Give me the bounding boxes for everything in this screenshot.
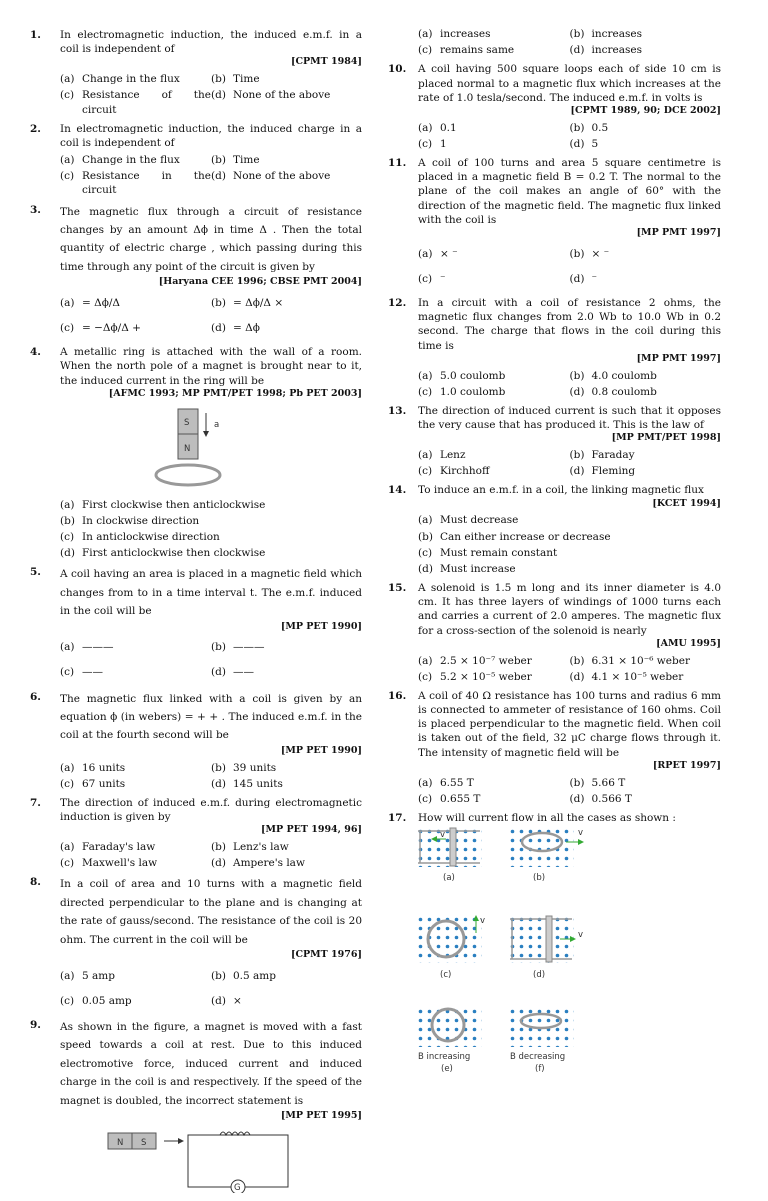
option-b[interactable]: (b) In clockwise direction (60, 514, 200, 527)
option-b[interactable]: (b) 4.0 coulomb (569, 369, 657, 382)
question-15 (388, 581, 721, 685)
question-text: A coil of 40 Ω resistance has 100 turns and radius 6 mm is connected to ammeter of resistance of 160 ohms. Coil is placed perpendicular to the magnetic field. When coil is taken out of the field, 32 μC charge flows through it. The intensity of magnetic field will be (418, 689, 721, 759)
case-a-label: (a) (443, 873, 455, 884)
exam-source: [MP PMT 1997] (636, 226, 721, 238)
option-d[interactable]: (d) None of the above (211, 170, 331, 183)
question-number: 4. (30, 346, 41, 359)
option-d[interactable]: (d) Ampere's law (211, 857, 305, 870)
option-c[interactable]: (c) = −Δϕ/Δ + (60, 322, 141, 335)
option-c[interactable]: (c) Resistance in the circuit (60, 170, 211, 197)
option-d[interactable]: (d) = Δϕ (211, 322, 260, 335)
option-c[interactable]: (c) —— (60, 666, 103, 679)
option-d[interactable]: (d) Must increase (418, 562, 516, 575)
question-number: 3. (30, 203, 41, 216)
question-10 (388, 62, 721, 152)
option-c[interactable]: (c) Maxwell's law (60, 857, 158, 870)
option-b[interactable]: (b) ——— (211, 641, 265, 654)
question-9-options (388, 24, 721, 58)
question-9 (30, 1018, 362, 1201)
option-a[interactable]: (a) First clockwise then anticlockwise (60, 498, 266, 511)
question-13 (388, 404, 721, 480)
option-b[interactable]: (b) 5.66 T (569, 776, 626, 789)
option-c[interactable]: (c) ⁻ (418, 272, 446, 285)
case-e-caption: B increasing (418, 1052, 471, 1063)
option-a[interactable]: (a) 5.0 coulomb (418, 369, 506, 382)
question-number: 13. (388, 404, 407, 417)
velocity-label: v (578, 828, 584, 839)
option-a[interactable]: (a) Change in the flux (60, 154, 180, 167)
option-d[interactable]: (d) First anticlockwise then clockwise (60, 547, 266, 560)
galvanometer-label: G (234, 1182, 241, 1193)
option-a[interactable]: (a) 5 amp (60, 969, 115, 982)
case-f (508, 1007, 574, 1072)
option-d[interactable]: (d) Fleming (569, 465, 636, 478)
option-a[interactable]: (a) 0.1 (418, 121, 457, 134)
option-a[interactable]: (a) Change in the flux (60, 73, 180, 86)
question-number: 11. (388, 157, 407, 170)
exam-source: [MP PET 1994, 96] (261, 824, 362, 836)
option-a[interactable]: (a) × ⁻ (418, 247, 458, 260)
case-c-label: (c) (440, 970, 452, 981)
option-d[interactable]: (d) —— (211, 666, 254, 679)
case-f-label: (f) (535, 1064, 545, 1073)
case-f-caption: B decreasing (510, 1052, 566, 1063)
exam-source: [AMU 1995] (656, 637, 721, 649)
question-text: A solenoid is 1.5 m long and its inner diameter is 4.0 cm. It has three layers of windings of 1000 turns each and carries a current of 2.0 amperes. The magnetic flux for a cross-section of the solenoid is nearly (418, 582, 721, 637)
question-number: 16. (388, 689, 407, 702)
case-d (508, 915, 583, 980)
option-a[interactable]: (a) 6.55 T (418, 776, 474, 789)
question-17 (388, 811, 721, 825)
option-a[interactable]: (a) 16 units (60, 761, 126, 774)
question-number: 6. (30, 690, 41, 703)
question-text: A coil having an area is placed in a magnetic field which changes from to in a time interval t. The e.m.f. induced in the coil will be (60, 568, 362, 618)
question-number: 9. (30, 1019, 41, 1032)
question-number: 5. (30, 566, 41, 579)
question-text: In electromagnetic induction, the induced e.m.f. in a coil is independent of (60, 29, 362, 56)
question-12 (388, 296, 721, 400)
question-16 (388, 689, 721, 807)
case-c (416, 915, 485, 980)
question-text: How will current flow in all the cases as shown : (418, 811, 676, 824)
question-4 (30, 345, 362, 561)
option-c[interactable]: (c) 1.0 coulomb (418, 385, 506, 398)
question-text: A coil of 100 turns and area 5 square centimetre is placed in a magnetic field B = 0.2 T. The normal to the plane of the coil makes an angle of 60° with the direction of the magnetic field. The magnetic flux linked with the coil is (418, 157, 721, 226)
option-c[interactable]: (c) Must remain constant (418, 546, 558, 559)
option-d[interactable]: (d) 5 (569, 137, 599, 150)
option-b[interactable]: (b) Can either increase or decrease (418, 530, 611, 543)
option-d[interactable]: (d) None of the above (211, 89, 331, 102)
case-e (416, 1007, 482, 1072)
exam-source: [RPET 1997] (652, 759, 721, 771)
option-a[interactable]: (a) ——— (60, 641, 114, 654)
option-c[interactable]: (c) 0.05 amp (60, 994, 132, 1007)
question-number: 12. (388, 297, 407, 310)
question-number: 14. (388, 484, 407, 497)
option-b[interactable]: (b) Time (211, 154, 260, 167)
question-7 (30, 796, 362, 872)
case-e-label: (e) (441, 1064, 453, 1073)
option-a[interactable]: (a) Must decrease (418, 514, 519, 527)
metallic-ring (156, 465, 220, 485)
option-b[interactable]: (b) increases (569, 28, 642, 40)
question-text: A metallic ring is attached with the wall of a room. When the north pole of a magnet is brought near to it, the induced current in the ring will be (60, 346, 362, 387)
question-number: 1. (30, 29, 41, 41)
question-5 (30, 565, 362, 685)
question-number: 8. (30, 876, 41, 889)
exam-source: [CPMT 1976] (290, 948, 362, 960)
question-3 (30, 203, 362, 342)
option-a[interactable]: (a) Faraday's law (60, 841, 156, 854)
option-c[interactable]: (c) In anticlockwise direction (60, 531, 220, 544)
option-d[interactable]: (d) × (211, 994, 242, 1007)
option-b[interactable]: (b) 0.5 (569, 121, 609, 134)
case-d-label: (d) (533, 970, 546, 981)
exam-source: [MP PMT/PET 1998] (611, 432, 721, 444)
question-text: A coil having 500 square loops each of side 10 cm is placed normal to a magnetic flux which increases at the rate of 1.0 tesla/second. The induced e.m.f. in volts is (418, 63, 721, 104)
option-b[interactable]: (b) 39 units (211, 761, 277, 774)
question-number: 17. (388, 811, 407, 824)
exam-source: [MP PET 1995] (280, 1109, 362, 1121)
case-a (416, 827, 482, 883)
option-c[interactable]: (c) 5.2 × 10⁻⁵ weber (418, 670, 532, 683)
option-b[interactable]: (b) Faraday (569, 449, 635, 462)
question-number: 2. (30, 122, 41, 135)
question-number: 10. (388, 63, 407, 76)
exam-source: [KCET 1994] (652, 497, 721, 509)
option-d[interactable]: (d) increases (569, 44, 642, 57)
option-d[interactable]: (d) ⁻ (569, 272, 598, 285)
left-column (30, 24, 362, 1201)
exam-source: [CPMT 1984] (290, 56, 362, 68)
question-6 (30, 690, 362, 792)
exam-source: [MP PMT 1997] (636, 352, 721, 364)
exam-source: [Haryana CEE 1996; CBSE PMT 2004] (158, 276, 362, 288)
question-2 (30, 122, 362, 199)
exam-source: [MP PET 1990] (280, 744, 362, 756)
velocity-label: v (440, 830, 446, 841)
magnet-coil-figure (60, 1127, 360, 1193)
option-a[interactable]: (a) 2.5 × 10⁻⁷ weber (418, 654, 532, 667)
option-b[interactable]: (b) 0.5 amp (211, 969, 276, 982)
question-text: The direction of induced current is such that it opposes the very cause that has produced it. This is the law of (418, 404, 721, 432)
question-14 (388, 483, 721, 577)
velocity-label: v (578, 930, 584, 941)
magnet-north-label: N (184, 443, 191, 454)
right-column (388, 24, 721, 1076)
option-a[interactable]: (a) = Δϕ/Δ (60, 296, 120, 309)
question-11 (388, 156, 721, 292)
option-c[interactable]: (c) 1 (418, 137, 447, 150)
question-text: As shown in the figure, a magnet is moved with a fast speed towards a coil at rest. Due to this induced electromotive force, induced current and induced charge in the coil is and respectively. If the speed of the magnet is doubled, the incorrect statement is (60, 1021, 362, 1107)
option-c[interactable]: (c) Resistance of the circuit (60, 89, 211, 116)
question-text: To induce an e.m.f. in a coil, the linking magnetic flux (418, 484, 704, 497)
velocity-label: v (480, 916, 486, 927)
option-d[interactable]: (d) 0.8 coulomb (569, 385, 657, 398)
option-d[interactable]: (d) 0.566 T (569, 792, 632, 805)
option-c[interactable]: (c) 67 units (60, 777, 126, 790)
question-1 (30, 28, 362, 118)
question-text: In a coil of area and 10 turns with a magnetic field directed perpendicular to the plane and is changing at the rate of gauss/second. The resistance of the coil is 20 ohm. The current in the coil will be (60, 878, 362, 946)
ring-magnet-figure (60, 405, 360, 487)
question-text: In electromagnetic induction, the induced charge in a coil is independent of (60, 122, 362, 149)
arrow-label: a (214, 419, 220, 430)
option-b[interactable]: (b) Lenz's law (211, 841, 289, 854)
case-b-label: (b) (533, 873, 546, 884)
magnet-north-label: N (117, 1137, 124, 1148)
option-c[interactable]: (c) remains same (418, 44, 515, 57)
option-b[interactable]: (b) = Δϕ/Δ × (211, 296, 284, 309)
option-b[interactable]: (b) Time (211, 73, 260, 86)
current-cases-figure (416, 827, 716, 1072)
exam-source: [CPMT 1989, 90; DCE 2002] (570, 104, 721, 116)
option-a[interactable]: (a) Lenz (418, 449, 466, 462)
option-c[interactable]: (c) 0.655 T (418, 792, 481, 805)
case-b (508, 827, 584, 883)
question-text: In a circuit with a coil of resistance 2 ohms, the magnetic flux changes from 2.0 Wb to 10.0 Wb in 0.2 second. The charge that flows in the coil during this time is (418, 297, 721, 352)
question-text: The magnetic flux linked with a coil is given by an equation ϕ (in webers) = + + . The induced e.m.f. in the coil at the fourth second will be (60, 692, 362, 742)
option-a[interactable]: (a) increases (418, 28, 491, 40)
option-c[interactable]: (c) Kirchhoff (418, 465, 490, 478)
option-b[interactable]: (b) × ⁻ (569, 247, 610, 260)
question-text: The direction of induced e.m.f. during electromagnetic induction is given by (60, 796, 362, 824)
question-number: 15. (388, 582, 407, 595)
magnet-south-label: S (141, 1137, 147, 1148)
question-8 (30, 875, 362, 1014)
exam-source: [MP PET 1990] (280, 620, 362, 632)
option-d[interactable]: (d) 145 units (211, 777, 283, 790)
option-d[interactable]: (d) 4.1 × 10⁻⁵ weber (569, 670, 684, 683)
option-b[interactable]: (b) 6.31 × 10⁻⁶ weber (569, 654, 690, 667)
magnet-south-label: S (184, 417, 190, 428)
question-text: The magnetic flux through a circuit of resistance changes by an amount Δϕ in time Δ . Then the total quantity of electric charge , which passing during this time through any point of the circuit is given by (60, 205, 362, 273)
question-number: 7. (30, 796, 41, 809)
exam-source: [AFMC 1993; MP PMT/PET 1998; Pb PET 2003] (108, 387, 362, 399)
